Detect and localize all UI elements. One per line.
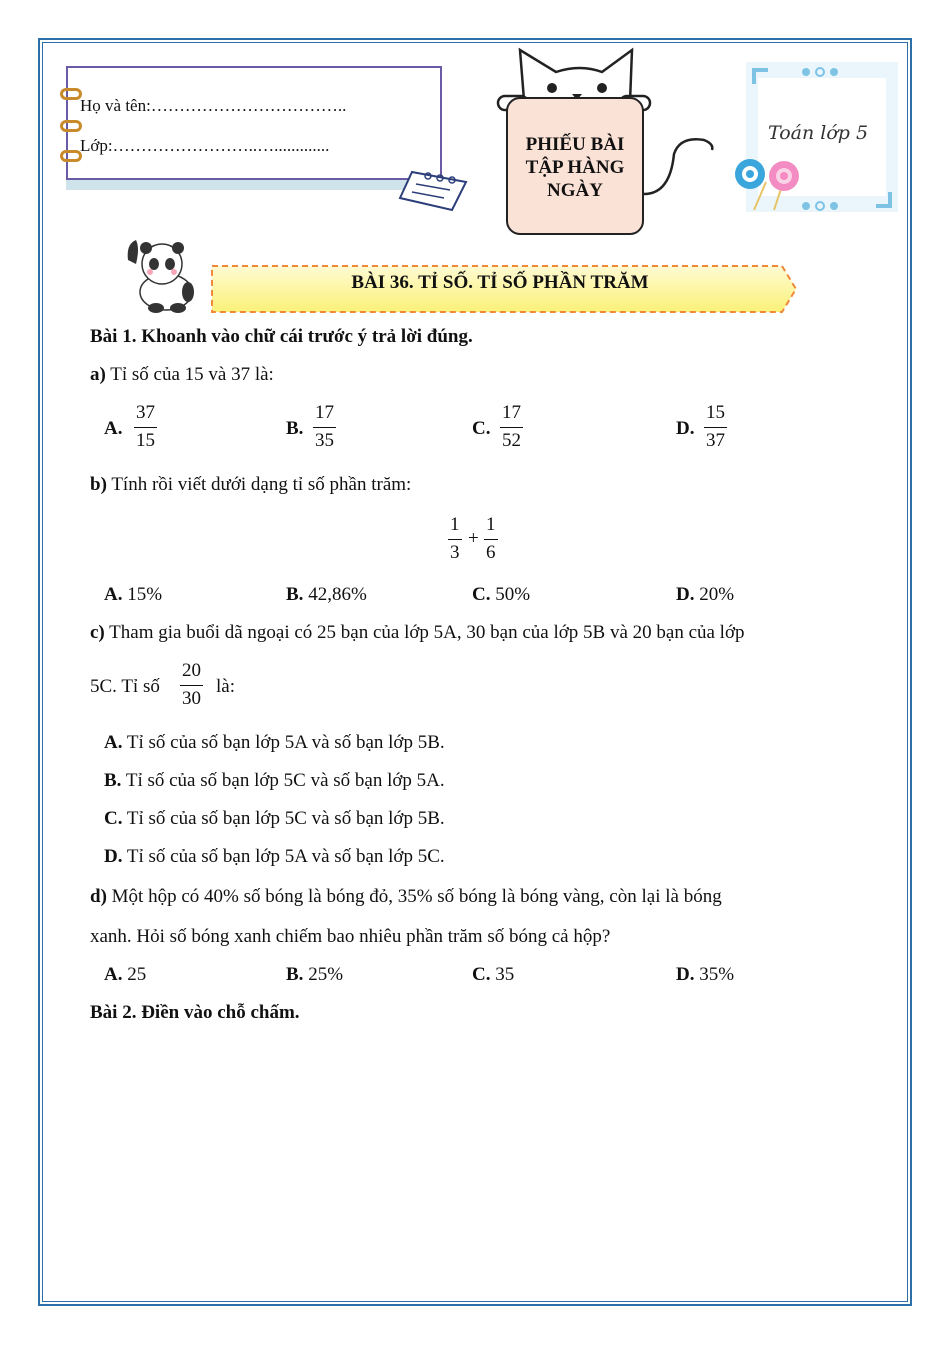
panda-icon [122,234,202,314]
name-field[interactable]: Họ và tên:…………………………….. [80,96,347,115]
option-text: 35 [490,964,515,985]
option-letter: C. [472,584,491,605]
option-d-letter[interactable]: D. [676,418,695,439]
sign-line: TẬP HÀNG [525,157,625,178]
option-d[interactable] [104,846,445,868]
question-label: b) [90,474,107,495]
exercise-1-heading: Bài 1. Khoanh vào chữ cái trước ý trả lời đúng. [90,326,473,347]
option-d[interactable] [676,584,734,606]
option-text: Tỉ số của số bạn lớp 5C và số bạn lớp 5B. [122,808,445,829]
numerator: 20 [182,660,201,681]
binder-ring-icon [60,120,82,132]
worksheet-sign [506,97,644,235]
question-d [90,886,722,908]
question-a [90,364,274,386]
question-label: a) [90,364,106,385]
option-a[interactable] [104,732,445,754]
question-text: Tham gia buổi dã ngoại có 25 bạn của lớp 5A, 30 bạn của lớp 5B và 20 bạn của lớp [104,622,745,643]
option-d[interactable] [676,964,734,986]
question-text: Tính rồi viết dưới dạng tỉ số phần trăm: [106,474,412,495]
option-d-fraction[interactable] [704,402,727,452]
option-letter: B. [286,964,304,985]
numerator: 1 [486,514,496,535]
option-a-letter[interactable]: A. [104,418,123,439]
numerator: 1 [450,514,460,535]
option-b[interactable] [104,770,445,792]
denominator: 35 [315,430,334,451]
option-text: 35% [694,964,735,985]
binder-ring-icon [60,88,82,100]
option-letter: B. [286,584,304,605]
notepad-icon [398,168,468,212]
option-letter: A. [104,964,123,985]
numerator: 17 [315,402,334,423]
binder-ring-icon [60,150,82,162]
denominator: 15 [136,430,155,451]
option-letter: A. [104,584,123,605]
page-border-inner [42,42,908,1302]
expression-fraction-2 [484,514,498,564]
option-c-fraction[interactable] [500,402,523,452]
option-text: 25 [122,964,147,985]
option-b[interactable] [286,964,343,986]
option-c[interactable] [472,964,514,986]
option-letter: D. [104,846,123,867]
question-c [90,622,745,644]
option-letter: C. [104,808,123,829]
sign-line: NGÀY [547,180,603,201]
expression-operator: + [468,528,479,549]
denominator: 30 [182,688,201,709]
option-text: 42,86% [303,584,367,605]
question-label: d) [90,886,107,907]
class-field[interactable]: Lớp:……………………..…............. [80,136,330,155]
question-label: c) [90,622,105,643]
option-text: 15% [122,584,163,605]
name-card-body [66,66,442,190]
option-c-letter[interactable]: C. [472,418,491,439]
denominator: 37 [706,430,725,451]
option-text: Tỉ số của số bạn lớp 5C và số bạn lớp 5A. [121,770,445,791]
question-d-line2: xanh. Hỏi số bóng xanh chiếm bao nhiêu phần trăm số bóng cả hộp? [90,926,611,947]
question-c-line2-end: là: [216,676,235,697]
denominator: 6 [486,542,496,563]
option-letter: D. [676,584,695,605]
option-text: Tỉ số của số bạn lớp 5A và số bạn lớp 5C. [122,846,445,867]
option-c[interactable] [472,584,530,606]
candy-icon [732,156,804,196]
option-b-letter[interactable]: B. [286,418,304,439]
option-a[interactable] [104,964,146,986]
denominator: 52 [502,430,521,451]
question-c-line2: 5C. Tỉ số [90,676,160,697]
exercise-2-heading: Bài 2. Điền vào chỗ chấm. [90,1002,300,1023]
option-text: 20% [694,584,735,605]
numerator: 17 [502,402,521,423]
question-text: Một hộp có 40% số bóng là bóng đỏ, 35% số bóng là bóng vàng, còn lại là bóng [106,886,722,907]
option-letter: B. [104,770,122,791]
option-a-fraction[interactable] [134,402,157,452]
option-text: Tỉ số của số bạn lớp 5A và số bạn lớp 5B. [122,732,445,753]
option-c[interactable] [104,808,445,830]
question-text: Tỉ số của 15 và 37 là: [105,364,274,385]
numerator: 37 [136,402,155,423]
option-letter: A. [104,732,123,753]
option-b[interactable] [286,584,367,606]
option-letter: C. [472,964,491,985]
option-text: 50% [490,584,531,605]
option-b-fraction[interactable] [313,402,336,452]
option-text: 25% [303,964,344,985]
question-b [90,474,411,496]
worksheet-title: BÀI 36. TỈ SỐ. TỈ SỐ PHẦN TRĂM [351,272,649,293]
subject-label: Toán lớp 5 [768,122,869,144]
expression-fraction-1 [448,514,462,564]
question-c-fraction [180,660,203,710]
sign-line: PHIẾU BÀI [525,134,625,155]
name-card [66,66,442,190]
option-a[interactable] [104,584,162,606]
numerator: 15 [706,402,725,423]
denominator: 3 [450,542,460,563]
name-card-strip [66,178,442,190]
option-letter: D. [676,964,695,985]
